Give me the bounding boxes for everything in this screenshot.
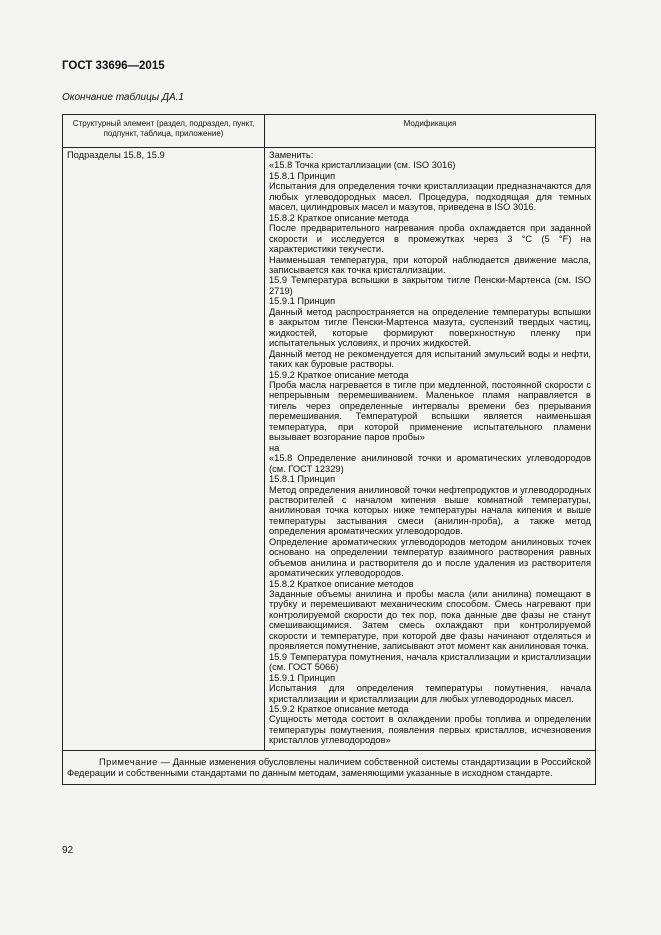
note-label: Примечание — [99, 756, 158, 767]
modification-line: Сущность метода состоит в охлаждении пробы топлива и определении температуры помутнения, появления первых кристаллов, исчезновения кристаллов углеводородов» — [269, 714, 591, 746]
modification-line: 15.9.1 Принцип — [269, 296, 336, 307]
modification-line: Наименьшая температура, при которой наблюдается движение масла, записывается как точка кристаллизации. — [269, 254, 591, 275]
table-header-row — [63, 115, 596, 148]
modification-line: 15.8.1 Принцип — [269, 170, 336, 181]
document-header: ГОСТ 33696—2015 — [62, 60, 165, 72]
modification-line: 15.9 Температура помутнения, начала кристаллизации и кристаллизации (см. ГОСТ 5066) — [269, 651, 591, 673]
column-header-modification: Модификация — [265, 115, 596, 148]
modification-table — [62, 114, 596, 785]
table-caption: Окончание таблицы ДА.1 — [62, 92, 184, 103]
modification-line: 15.8.2 Краткое описание метода — [269, 212, 409, 223]
modification-line: После предварительного нагревания проба охлаждается при заданной скорости и исследуется в промежутках через 3 °C (5 °F) на характеристики текучести. — [269, 223, 591, 255]
modification-line: 15.8.1 Принцип — [269, 474, 336, 485]
modification-line: 15.9.2 Краткое описание метода — [269, 369, 409, 380]
modification-line: 15.8.2 Краткое описание методов — [269, 578, 414, 589]
page-number: 92 — [62, 845, 74, 856]
modification-line: Испытания для определения точки кристаллизации предназначаются для любых углеводородных масел. Процедура, подходящая для темных масел, цилиндровых масел и мазутов, приведена в ISO 3016. — [269, 181, 591, 213]
modification-line: Определение ароматических углеводородов методом анилиновых точек основано на определении температур взаимного растворения равных объемов анилина и растворителя до и после удаления из растворителя ароматических углеводородов. — [269, 536, 591, 579]
modification-line: 15.9 Температура вспышки в закрытом тигле Пенски-Мартенса (см. ISO 2719) — [269, 275, 591, 296]
modification-line: Метод определения анилиновой точки нефтепродуктов и углеводородных растворителей с началом кипения выше комнатной температуры, анилиновая точка которых ниже температуры начала кипения и выше температуры застывания смеси (анилин-проба), а также метод определения ароматических углеводородов. — [269, 484, 591, 537]
modification-line: Заданные объемы анилина и пробы масла (или анилина) помещают в трубку и перемешивают механическим способом. Смесь нагревают при контролируемой скорости до тех пор, пока данные две фазы не станут смешивающимися. Затем смесь охлаждают при контролируемой скорости и температуре, при которой две фазы начинают отделяться и проявляется помутнение, записывают этот момент как анилиновая точка. — [269, 589, 591, 652]
note-row — [63, 750, 596, 784]
modification-line: 15.9.2 Краткое описание метода — [269, 704, 409, 715]
modification-line: Заменить: — [269, 150, 314, 160]
modification-line: Данный метод не рекомендуется для испытаний эмульсий воды и нефти, таких как буровые растворы. — [269, 348, 591, 370]
note-cell — [63, 750, 596, 784]
structural-element-cell: Подразделы 15.8, 15.9 — [63, 148, 265, 751]
modification-line: 15.9.1 Принцип — [269, 672, 336, 683]
modification-line: Проба масла нагревается в тигле при медленной, постоянной скорости с непрерывным перемешиванием. Маленькое пламя направляется в тигель через определенные интервалы времени без прерывания перемешивания. Температурой вспышки является наименьшая температура, при которой применение испытательного пламени вызывает возгорание паров пробы» — [269, 379, 591, 443]
note-dash: — — [160, 756, 170, 767]
modification-line: на — [269, 442, 280, 453]
modification-line: Испытания для определения температуры помутнения, начала кристаллизации и кристаллизации для любых углеводородных масел. — [269, 683, 591, 704]
note-text: Данные изменения обусловлены наличием собственной системы стандартизации в Российской Федерации и собственными стандартами по данным методам, заменяющими указанные в исходном стандарте. — [67, 756, 592, 779]
column-header-element: Структурный элемент (раздел, подраздел, пункт, подпункт, таблица, приложение) — [63, 115, 265, 148]
modification-line: «15.8 Определение анилиновой точки и ароматических углеводородов (см. ГОСТ 12329) — [269, 453, 591, 474]
modification-cell — [265, 148, 596, 751]
modification-line: «15.8 Точка кристаллизации (см. ISO 3016) — [269, 160, 456, 171]
modification-line: Данный метод распространяется на определение температуры вспышки в закрытом тигле Пенски-Мартенса мазута, суспензий твердых частиц, жидкостей, которые формируют поверхностную пленку при испытательных условиях, и прочих жидкостей. — [269, 306, 591, 349]
table-row — [63, 148, 596, 751]
